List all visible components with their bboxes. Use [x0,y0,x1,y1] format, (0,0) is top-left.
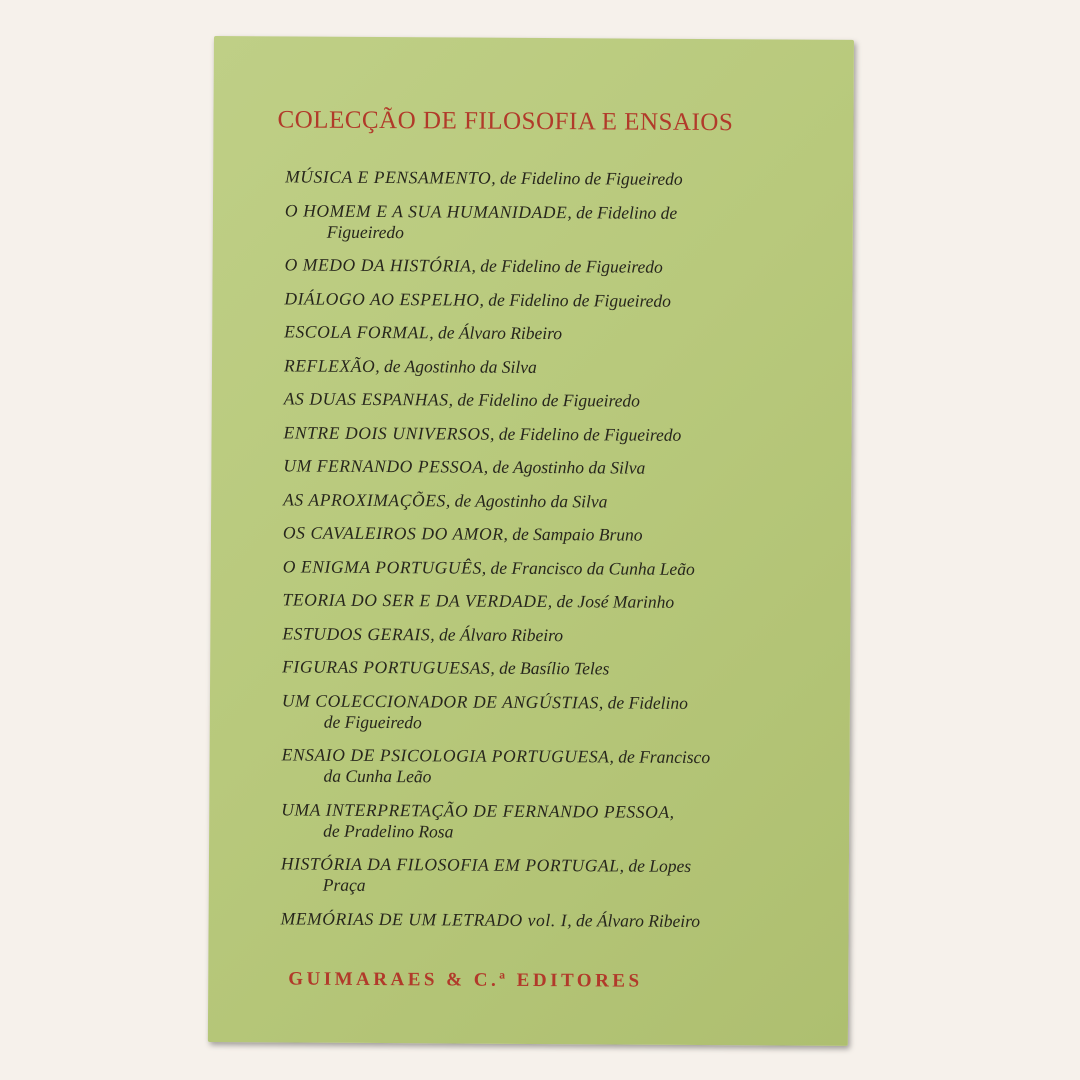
book-title: ENTRE DOIS UNIVERSOS [283,421,491,444]
book-author: , de Agostinho da Silva [445,489,608,511]
book-author-continued: de Figueiredo [323,711,422,732]
book-author: , [669,801,675,822]
book-author: , de Lopes [619,855,692,876]
book-entry [281,799,841,844]
book-entry [284,321,844,345]
book-author: , de Fidelino de [567,201,678,223]
book-author: , de Fidelino de Figueiredo [471,255,663,277]
book-author: , de Álvaro Ribeiro [429,322,563,344]
book-title: ESCOLA FORMAL [284,321,430,343]
book-author: , de Fidelino de Figueiredo [491,167,683,189]
book-title: AS DUAS ESPANHAS [283,388,449,410]
book-entry [283,489,843,513]
book-list [280,166,845,944]
book-title: OS CAVALEIROS DO AMOR [282,522,504,544]
book-author: , de José Marinho [547,591,675,612]
book-entry [281,908,841,932]
book-title: O HOMEM E A SUA HUMANIDADE [284,199,568,222]
book-entry [282,623,842,647]
book-title: UM COLECCIONADOR DE ANGÚSTIAS [281,689,600,712]
publisher-name: GUIMARAES & C.ª EDITORES [288,968,643,992]
book-author: , de Álvaro Ribeiro [567,909,701,931]
book-entry [285,254,845,278]
book-author: , de Agostinho da Silva [375,355,537,377]
book-entry [284,422,844,446]
book-title: TEORIA DO SER E DA VERDADE [282,589,548,612]
book-author-continued: Figueiredo [326,221,404,242]
book-title: MÚSICA E PENSAMENTO [285,166,492,188]
book-entry [282,656,842,680]
book-entry [284,388,844,412]
book-author: , de Agostinho da Silva [483,456,646,478]
book-title: AS APROXIMAÇÕES [283,488,446,510]
book-author-continued: Praça [322,874,366,895]
book-title: ESTUDOS GERAIS [282,622,431,644]
book-title: O ENIGMA PORTUGUÊS [282,555,482,578]
book-entry [284,288,844,312]
book-author: , de Francisco da Cunha Leão [481,557,695,579]
book-author: , de Fidelino de Figueiredo [479,289,671,311]
book-author: , de Francisco [609,746,711,768]
book-entry [283,556,843,580]
book-entry [282,589,842,613]
collection-title: COLECÇÃO DE FILOSOFIA E ENSAIOS [277,106,734,137]
book-author-continued: de Pradelino Rosa [323,820,454,841]
book-author: , de Álvaro Ribeiro [430,623,564,645]
book-back-cover [208,36,854,1046]
book-author: , de Basílio Teles [490,657,610,679]
book-title: FIGURAS PORTUGUESAS [282,656,491,678]
book-author-continued: da Cunha Leão [323,765,432,787]
book-author: , de Fidelino [598,691,688,713]
book-entry [283,522,843,546]
book-title: DIÁLOGO AO ESPELHO [284,287,480,310]
book-entry [281,744,841,789]
book-author: , de Sampaio Bruno [503,523,643,545]
book-entry [285,166,845,190]
book-title: UMA INTERPRETAÇÃO DE FERNANDO PESSOA [281,798,670,822]
book-title: ENSAIO DE PSICOLOGIA PORTUGUESA [281,744,610,767]
book-title: UM FERNANDO PESSOA [283,455,484,477]
book-entry [282,690,842,735]
book-title: HISTÓRIA DA FILOSOFIA EM PORTUGAL [280,853,620,876]
book-author: , de Fidelino de Figueiredo [489,423,682,445]
book-author: , de Fidelino de Figueiredo [448,389,640,411]
book-title: O MEDO DA HISTÓRIA [284,254,472,276]
book-entry [283,455,843,479]
book-title: REFLEXÃO [283,354,376,376]
book-title: MEMÓRIAS DE UM LETRADO vol. I [280,907,568,930]
book-entry [281,853,841,898]
book-entry [285,200,845,245]
book-entry [284,355,844,379]
